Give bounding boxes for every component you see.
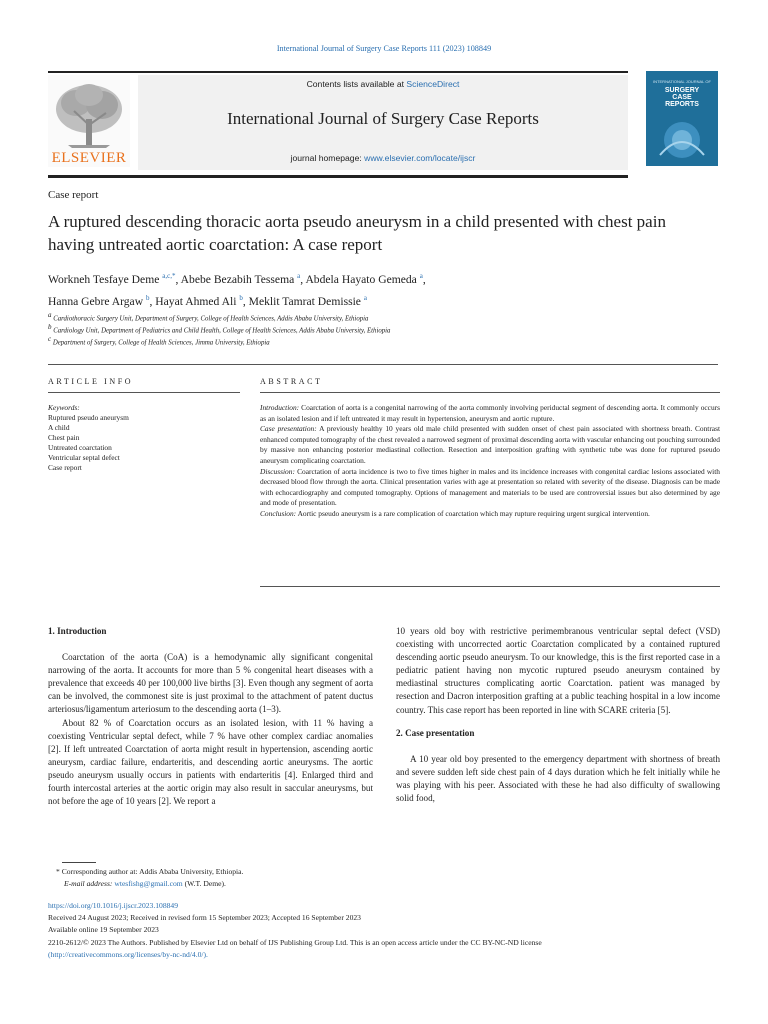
- keyword: A child: [48, 423, 70, 432]
- cover-line-3: REPORTS: [665, 101, 699, 108]
- affil-mark: b: [48, 323, 52, 331]
- license-statement: 2210-2612/© 2023 The Authors. Published by Elsevier Ltd on behalf of IJS Publishing Group Ltd. This is an open access article under the CC BY-NC-ND license: [48, 938, 542, 947]
- abstract-conclusion: [260, 509, 720, 520]
- abstract-heading: ABSTRACT: [260, 377, 323, 386]
- abstract-bottom-rule: [260, 586, 720, 587]
- journal-citation[interactable]: International Journal of Surgery Case Reports 111 (2023) 108849: [276, 44, 492, 53]
- author-6[interactable]: [249, 295, 367, 308]
- body-paragraph: About 82 % of Coarctation occurs as an isolated lesion, with 11 % having a coexisting Ventricular septal defect, while 7 % have other complex cardiac anomalies [2]. If left untreated Coarctation of aorta might result in hypertension, ascending aortic aneurysm, cardiac failure, endarteritis, and descending aortic aneurysms. The aortic pseudo aneurysm usually occurs in patients with endarteritis [4]. Enlarged third and fourth intercostal arteries at the aortic origin may also result in saccular aneurysms, but not before the age of 10 years [2]. We report a: [48, 717, 373, 807]
- keywords-block: [48, 403, 238, 473]
- abstract-label: Case presentation:: [260, 424, 317, 434]
- keyword: Case report: [48, 463, 82, 472]
- affil-text: Cardiothoracic Surgery Unit, Department of Surgery, College of Health Sciences, Addis Ababa University, Ethiopia: [53, 315, 369, 323]
- author-affil-mark[interactable]: b: [145, 293, 150, 302]
- section-heading-introduction: 1. Introduction: [48, 626, 107, 636]
- abstract-label: Discussion:: [260, 466, 295, 476]
- email-suffix: (W.T. Deme).: [182, 879, 226, 888]
- corresponding-author-note: * Corresponding author at: Addis Ababa University, Ethiopia.: [56, 867, 244, 876]
- email-line: [64, 878, 226, 889]
- header-top-rule: [48, 71, 628, 73]
- license-link[interactable]: [48, 949, 208, 960]
- keyword: Ventricular septal defect: [48, 453, 120, 462]
- abstract-text: A previously healthy 10 years old male child presented with sudden onset of chest pain associated with shortness breath. Contrast enhanced computed tomography of the chest revealed a narrowed segment of proximal descending aorta with vascular enhancing out pouching surrounded by massive non enhancing posterior mediastinal collection. Resection and interposition grafting with synthetic tube was done for ruptured pseudo aneurysm complicating coarctation.: [260, 424, 721, 465]
- article-type: Case report: [48, 189, 99, 201]
- author-sep: ,: [300, 272, 306, 286]
- info-rule: [48, 392, 240, 393]
- author-affil-mark[interactable]: a: [419, 272, 423, 280]
- article-title: A ruptured descending thoracic aorta pseudo aneurysm in a child presented with chest pain having untreated aortic coarctation: A case report: [48, 212, 666, 254]
- journal-title: International Journal of Surgery Case Reports: [227, 109, 539, 128]
- cover-line-1: SURGERY: [664, 87, 700, 94]
- affiliation-c: [48, 334, 738, 348]
- journal-cover-thumbnail[interactable]: [646, 71, 718, 166]
- author-4[interactable]: [48, 295, 149, 308]
- body-paragraph: A 10 year old boy presented to the emergency department with shortness of breath and severe sudden left side chest pain of 4 days duration which he felt initially while he was playing with his peer. Associated with these he had also difficulty of swallowing solid food,: [396, 753, 720, 804]
- journal-masthead: [138, 75, 628, 170]
- author-affil-mark[interactable]: b: [239, 293, 243, 302]
- cover-artwork-icon: [654, 119, 710, 161]
- abstract-body: [260, 403, 720, 520]
- abstract-text: Aortic pseudo aneurysm is a rare complication of coarctation which may rupture requiring urgent surgical intervention.: [296, 508, 650, 518]
- homepage-prefix: journal homepage:: [290, 153, 365, 163]
- author-affil-mark[interactable]: a: [297, 272, 301, 280]
- keyword: Chest pain: [48, 433, 80, 442]
- abstract-rule: [260, 392, 720, 393]
- keywords-label: Keywords:: [48, 403, 80, 412]
- author-sep: ,: [175, 272, 181, 286]
- available-online: Available online 19 September 2023: [48, 925, 159, 934]
- author-name: Abebe Bezabih Tessema: [180, 272, 295, 286]
- homepage-link[interactable]: www.elsevier.com/locate/ijscr: [364, 153, 476, 163]
- abstract-case: [260, 424, 720, 466]
- affil-text: Department of Surgery, College of Health Sciences, Jimma University, Ethiopia: [52, 339, 270, 347]
- affil-mark: c: [48, 335, 52, 343]
- license-url[interactable]: (http://creativecommons.org/licenses/by-nc-nd/4.0/).: [48, 950, 208, 959]
- author-list: [48, 267, 728, 311]
- author-name: Abdela Hayato Gemeda: [305, 272, 417, 286]
- author-1[interactable]: [48, 273, 175, 286]
- body-left-column: [48, 625, 373, 808]
- author-name: Hanna Gebre Argaw: [48, 294, 144, 308]
- email-label: E-mail address:: [64, 879, 115, 888]
- affil-text: Cardiology Unit, Department of Pediatrics and Child Health, College of Health Sciences, Addis Ababa University, Ethiopia: [53, 327, 391, 335]
- author-name: Hayat Ahmed Ali: [155, 294, 237, 308]
- keyword: Ruptured pseudo aneurysm: [48, 413, 129, 422]
- author-2[interactable]: [181, 273, 301, 286]
- contents-line: [138, 79, 628, 89]
- section-heading-case-presentation: 2. Case presentation: [396, 727, 475, 738]
- doi-link[interactable]: [48, 900, 178, 911]
- elsevier-wordmark: ELSEVIER: [51, 150, 127, 166]
- homepage-line: [138, 153, 628, 163]
- author-sep: ,: [422, 272, 426, 286]
- doi-text[interactable]: https://doi.org/10.1016/j.ijscr.2023.108849: [48, 901, 179, 910]
- cover-title: [650, 87, 714, 108]
- abstract-text: Coarctation of aorta incidence is two to five times higher in males and its incidence increases with congenital cardiac lesions associated with decreased blood flow through the aorta. Clinical presentation varies with age at presentation so related with severity of the disease. Diagnosis can be made with echocardiography and computed tomography. Options of management and materials to be used are controversial issues but also determined by age and mode of presentation.: [260, 466, 720, 508]
- divider: [48, 364, 718, 365]
- author-sep: ,: [149, 294, 156, 308]
- contents-prefix: Contents lists available at: [306, 79, 407, 89]
- author-3[interactable]: [305, 273, 422, 286]
- abstract-discussion: [260, 467, 720, 509]
- abstract-text: Coarctation of aorta is a congenital narrowing of the aorta commonly involving periductal segment of descending aorta. It commonly occurs as an isolated lesion and if left untreated it may result in hypertension, aneurysm and aortic rupture.: [260, 403, 720, 423]
- header-bottom-rule: [48, 175, 628, 178]
- abstract-label: Conclusion:: [260, 508, 297, 518]
- email-link[interactable]: wtesfishg@gmail.com: [114, 879, 183, 888]
- author-affil-mark[interactable]: a: [363, 293, 367, 302]
- author-name: Workneh Tesfaye Deme: [48, 272, 160, 286]
- body-paragraph: 10 years old boy with restrictive perimembranous ventricular septal defect (VSD) coexisting with uncorrected aortic Coarctation complicated by a contained ruptured descending aortic pseudo aneurysm. To our knowledge, this is the first reported case in a pediatric patient having non mycotic ruptured pseudo aneurysm contained by mediastinal structures complicating aortic Coarctation. patient was managed by resection and Dacron interposition grafting at a public teaching hospital in a low income country. This case report has been reported in line with SCARE criteria [5].: [396, 626, 720, 715]
- cover-small-text: INTERNATIONAL JOURNAL OF: [653, 79, 711, 84]
- body-paragraph: Coarctation of the aorta (CoA) is a hemodynamic ally significant congenital narrowing of the aorta. It accounts for more than 5 % congenital heart diseases with a prevalence that exceeds 40 per 100,000 live births [3]. Even though any segment of aorta can be involved, the commonest site is just proximal to the attachment of patent ductus arteriosus/ligamentum arteriosum to the descending aorta (1–3).: [48, 652, 373, 715]
- author-affil-mark[interactable]: a,c,*: [162, 272, 176, 280]
- author-name: Meklit Tamrat Demissie: [248, 294, 361, 308]
- body-right-column: [396, 625, 720, 805]
- affil-mark: a: [48, 311, 52, 319]
- article-info-heading: ARTICLE INFO: [48, 377, 134, 386]
- received-dates: Received 24 August 2023; Received in revised form 15 September 2023; Accepted 16 September 2023: [48, 913, 361, 922]
- abstract-introduction: [260, 403, 720, 424]
- cover-line-2: CASE: [672, 94, 692, 101]
- author-sep: ,: [242, 294, 249, 308]
- footnote-rule: [62, 862, 96, 863]
- abstract-label: Introduction:: [260, 403, 300, 412]
- keyword: Untreated coarctation: [48, 443, 112, 452]
- sciencedirect-link[interactable]: ScienceDirect: [406, 79, 460, 89]
- author-5[interactable]: [155, 295, 243, 308]
